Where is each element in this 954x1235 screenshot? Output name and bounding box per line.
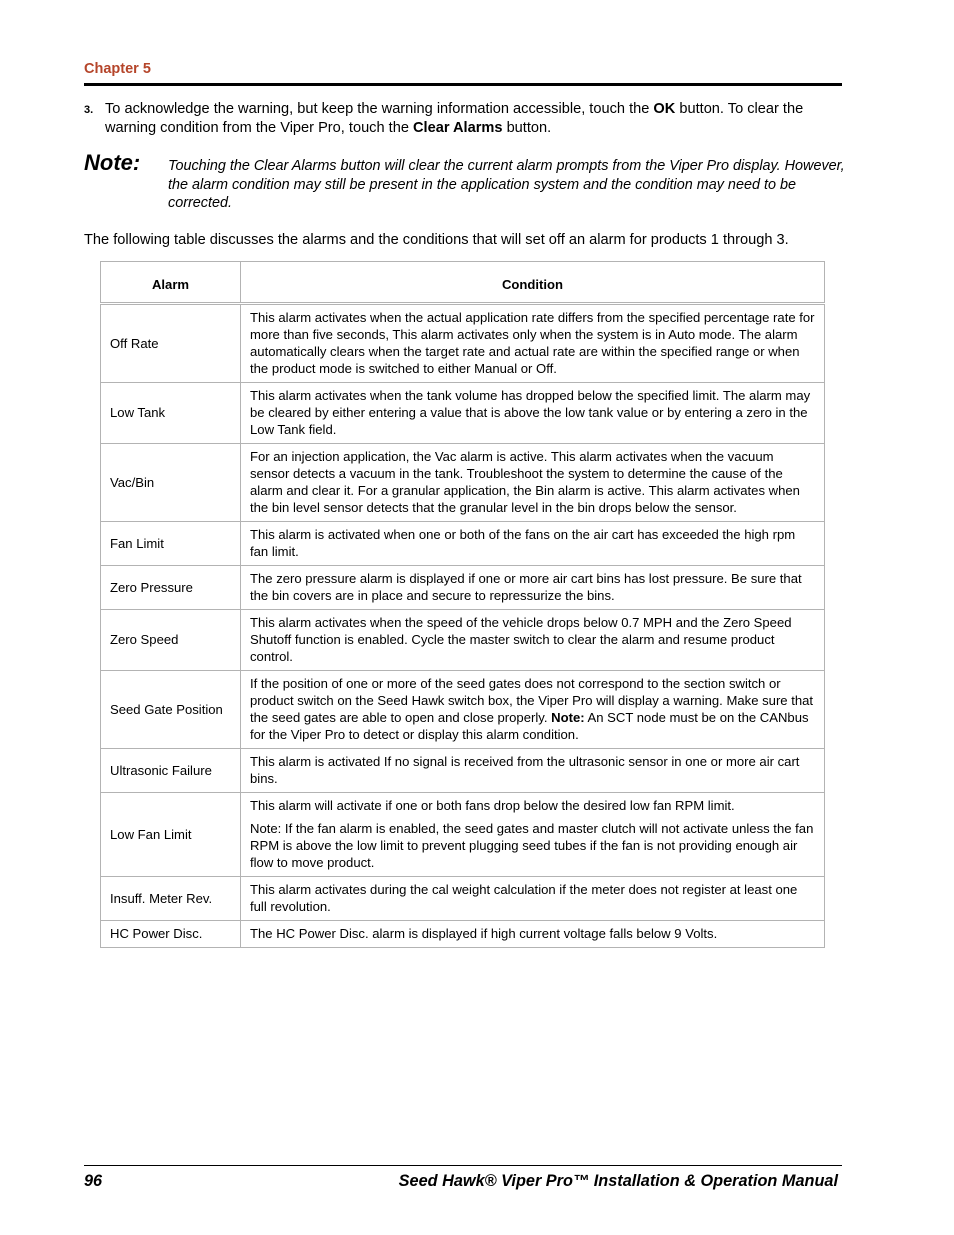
footer-rule <box>84 1165 842 1166</box>
manual-title: Seed Hawk® Viper Pro™ Installation & Operation Manual <box>398 1172 838 1190</box>
alarm-condition-note: Note: If the fan alarm is enabled, the seed gates and master clutch will not activate unless the fan RPM is above the low limit to prevent plugging seed tubes if the fan is not providing enough air flow to move product. <box>250 821 814 870</box>
header-rule <box>84 83 842 86</box>
alarm-condition: This alarm is activated If no signal is received from the ultrasonic sensor in one or more air cart bins. <box>241 749 825 793</box>
inline-note-label: Note: <box>551 710 585 725</box>
note-text: Touching the Clear Alarms button will clear the current alarm prompts from the Viper Pro display. However, the alarm condition may still be present in the application system and the condition may need to be corrected. <box>168 158 845 211</box>
alarm-name: Zero Speed <box>101 610 241 671</box>
alarm-name: Low Fan Limit <box>101 793 241 877</box>
table-header-row <box>101 262 825 304</box>
table-row <box>101 749 825 793</box>
page-number: 96 <box>84 1172 103 1190</box>
alarm-condition: For an injection application, the Vac alarm is active. This alarm activates when the vacuum sensor detects a vacuum in the tank. Troubleshoot the system to determine the cause of the alarm and clear it. For a granular application, the Bin alarm is active. This alarm activates when the bin level sensor detects that the granular level in the bin drops below the sensor. <box>241 444 825 522</box>
alarm-name: Ultrasonic Failure <box>101 749 241 793</box>
alarm-condition-text: This alarm will activate if one or both fans drop below the desired low fan RPM limit. <box>250 798 735 813</box>
alarm-condition <box>241 793 825 877</box>
alarm-condition: This alarm activates when the tank volume has dropped below the specified limit. The alarm may be cleared by either entering a value that is above the low tank value or by entering a zero in the Low Tank field. <box>241 383 825 444</box>
table-row <box>101 793 825 877</box>
step-text-part1: To acknowledge the warning, but keep the warning information accessible, touch the <box>105 101 654 117</box>
table-row <box>101 304 825 383</box>
clear-alarms-button-reference: Clear Alarms <box>413 120 503 136</box>
step-text-part3: button. <box>502 120 552 136</box>
step-number: 3. <box>84 104 94 116</box>
alarm-condition: This alarm activates when the actual application rate differs from the specified percentage rate for more than five seconds, This alarm activates only when the system is in Auto mode. The alarm automatically clears when the target rate and actual rate are within the specified range or when the product mode is switched to either Manual or Off. <box>241 304 825 383</box>
chapter-heading: Chapter 5 <box>84 61 151 77</box>
alarm-name: HC Power Disc. <box>101 921 241 948</box>
alarm-condition: This alarm activates when the speed of the vehicle drops below 0.7 MPH and the Zero Speed Shutoff function is enabled. Cycle the master switch to clear the alarm and resume product control. <box>241 610 825 671</box>
table-row <box>101 671 825 749</box>
alarm-condition: The HC Power Disc. alarm is displayed if high current voltage falls below 9 Volts. <box>241 921 825 948</box>
alarm-condition <box>241 671 825 749</box>
alarm-condition: The zero pressure alarm is displayed if one or more air cart bins has lost pressure. Be sure that the bin covers are in place and secure to repressurize the bins. <box>241 566 825 610</box>
alarm-name: Zero Pressure <box>101 566 241 610</box>
ok-button-reference: OK <box>653 101 676 117</box>
intro-paragraph: The following table discusses the alarms and the conditions that will set off an alarm for products 1 through 3. <box>84 232 789 248</box>
alarm-name: Fan Limit <box>101 522 241 566</box>
table-row <box>101 566 825 610</box>
alarm-condition-text: If the position of one or more of the seed gates does not correspond to the section switch or product switch on the Seed Hawk switch box, the Viper Pro will display a warning. Make sure that the seed gates are able to open and close properly. <box>250 676 814 725</box>
note-label: Note: <box>84 150 141 175</box>
alarm-name: Off Rate <box>101 304 241 383</box>
alarm-column-header: Alarm <box>101 262 241 304</box>
table-row <box>101 877 825 921</box>
alarm-name: Seed Gate Position <box>101 671 241 749</box>
alarm-condition-text-after: An SCT node must be on the CANbus for the Viper Pro to detect or display this alarm condition. <box>250 710 809 742</box>
alarm-name: Insuff. Meter Rev. <box>101 877 241 921</box>
alarm-name: Vac/Bin <box>101 444 241 522</box>
step-text-part2: button. To clear the warning condition from the Viper Pro, touch the <box>105 101 804 136</box>
alarm-name: Low Tank <box>101 383 241 444</box>
table-row <box>101 921 825 948</box>
table-row <box>101 444 825 522</box>
table-row <box>101 383 825 444</box>
table-row <box>101 522 825 566</box>
condition-column-header: Condition <box>241 262 825 304</box>
table-row <box>101 610 825 671</box>
alarm-table <box>100 261 825 948</box>
step-text <box>105 100 842 138</box>
alarm-condition: This alarm is activated when one or both of the fans on the air cart has exceeded the high rpm fan limit. <box>241 522 825 566</box>
alarm-condition: This alarm activates during the cal weight calculation if the meter does not register at least one full revolution. <box>241 877 825 921</box>
step-3 <box>84 100 842 138</box>
